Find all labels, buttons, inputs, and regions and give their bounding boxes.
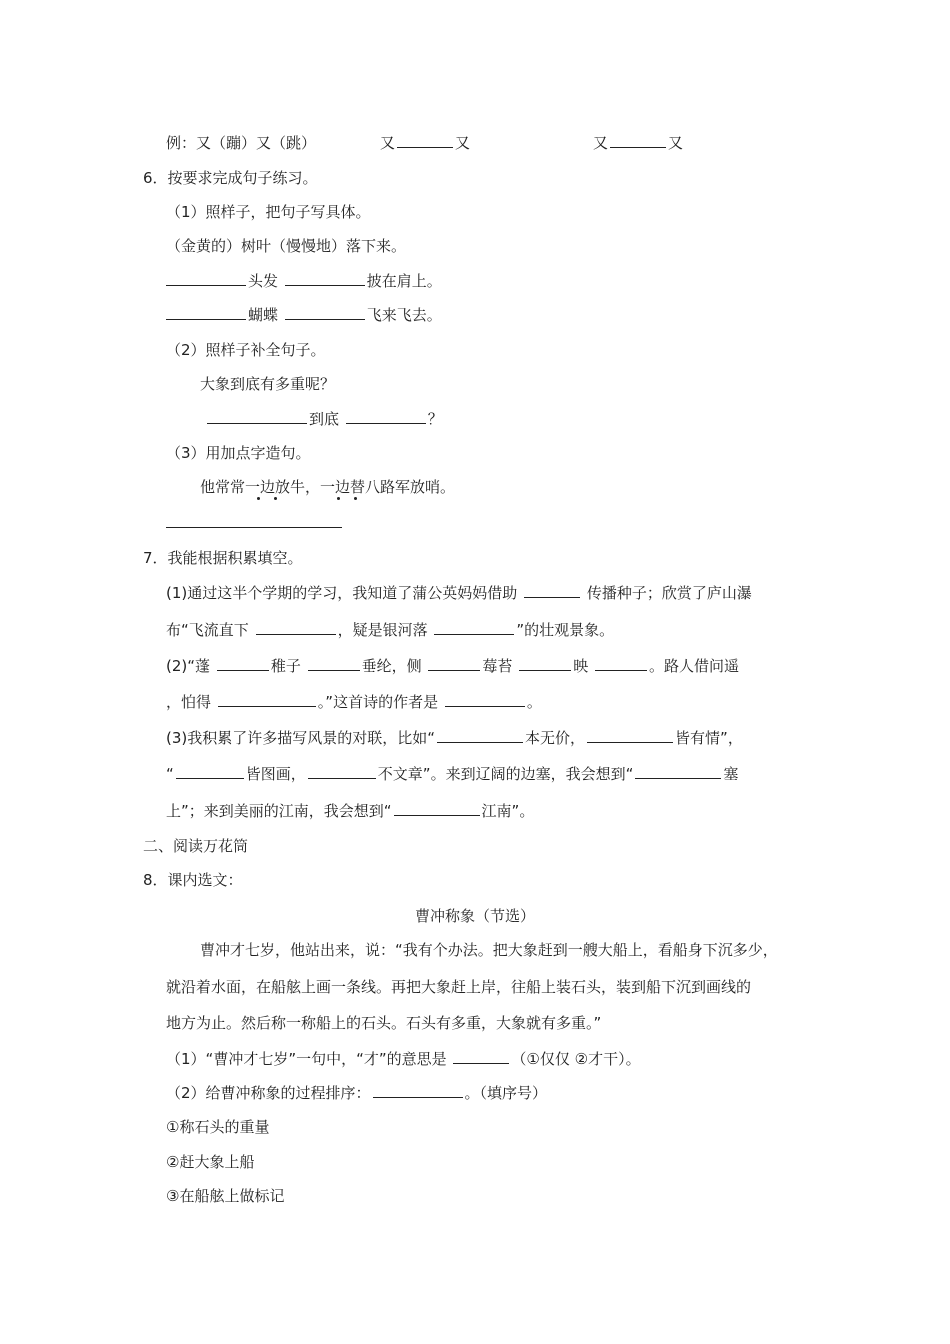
q7-line4: ，怕得 。”这首诗的作者是 。	[166, 693, 542, 711]
answer-blank[interactable]	[308, 656, 360, 671]
q6-part1: （1）照样子，把句子写具体。	[166, 203, 371, 221]
q8-sub2: （2）给曹冲称象的过程排序： 。（填序号）	[166, 1084, 548, 1102]
q6-part1-example: （金黄的）树叶（慢慢地）落下来。	[166, 237, 407, 255]
answer-blank[interactable]	[434, 620, 514, 635]
q7-line7: 上”；来到美丽的江南，我会想到“ 江南”。	[166, 802, 535, 820]
q6-part3: （3）用加点字造句。	[166, 444, 311, 462]
answer-blank[interactable]	[519, 656, 571, 671]
answer-blank[interactable]	[346, 409, 426, 424]
q7-line1: (1)通过这半个学期的学习，我知道了蒲公英妈妈借助 传播种子；欣赏了庐山瀑	[166, 584, 752, 602]
passage-line-3: 地方为止。然后称一称船上的石头。石头有多重，大象就有多重。”	[166, 1014, 602, 1032]
answer-blank[interactable]	[610, 133, 666, 148]
emphasis-dot	[257, 497, 260, 500]
answer-blank[interactable]	[587, 728, 673, 743]
answer-blank[interactable]	[166, 305, 246, 320]
q6-butterfly-line: 蝴蝶 飞来飞去。	[166, 305, 442, 325]
answer-blank[interactable]	[308, 764, 376, 779]
answer-blank[interactable]	[394, 801, 480, 816]
passage-line-2: 就沿着水面，在船舷上画一条线。再把大象赶上岸，往船上装石头，装到船下沉到画线的	[166, 978, 752, 996]
answer-blank[interactable]	[256, 620, 336, 635]
q7-title: 7．我能根据积累填空。	[143, 549, 303, 567]
option-1: ①称石头的重量	[166, 1118, 270, 1136]
q7-line5: (3)我积累了许多描写风景的对联，比如“ 本无价， 皆有情”，	[166, 729, 743, 747]
answer-blank[interactable]	[218, 692, 316, 707]
answer-blank[interactable]	[524, 583, 580, 598]
answer-blank[interactable]	[217, 656, 269, 671]
answer-blank[interactable]	[445, 692, 525, 707]
passage-line-1: 曹冲才七岁，他站出来，说：“我有个办法。把大象赶到一艘大船上，看船身下沉多少，	[200, 941, 778, 959]
example-blank-1: 又 又	[380, 134, 471, 152]
answer-blank[interactable]	[176, 764, 244, 779]
q6-hair-line: 头发 披在肩上。	[166, 271, 442, 291]
example-line	[166, 133, 316, 153]
q8-title: 8．课内选文：	[143, 871, 243, 889]
example-label: 例：又（蹦）又（跳）	[166, 134, 317, 152]
answer-blank[interactable]	[166, 271, 246, 286]
answer-blank[interactable]	[437, 728, 523, 743]
emphasis-dot	[354, 497, 357, 500]
answer-blank[interactable]	[285, 271, 365, 286]
emphasis-dot	[274, 497, 277, 500]
answer-blank[interactable]	[373, 1083, 463, 1098]
answer-blank[interactable]	[397, 133, 453, 148]
section-heading: 二、阅读万花筒	[143, 837, 249, 855]
option-2: ②赶大象上船	[166, 1153, 255, 1171]
q6-part3-example: 他常常一边放牛，一边替八路军放哨。	[200, 478, 456, 496]
answer-blank[interactable]	[207, 409, 307, 424]
answer-blank[interactable]	[595, 656, 647, 671]
answer-blank[interactable]	[453, 1049, 509, 1064]
answer-blank[interactable]	[428, 656, 480, 671]
answer-blank[interactable]	[166, 513, 342, 528]
passage-title: 曹冲称象（节选）	[414, 907, 535, 925]
q7-line6: “ 皆图画， 不文章”。来到辽阔的边塞，我会想到“ 塞	[166, 765, 739, 783]
q8-sub1: （1）“曹冲才七岁”一句中，“才”的意思是 （①仅仅 ②才干）。	[166, 1050, 641, 1068]
q7-line2: 布“飞流直下 ，疑是银河落 ”的壮观景象。	[166, 621, 615, 639]
option-3: ③在船舷上做标记	[166, 1187, 285, 1205]
q6-part2: （2）照样子补全句子。	[166, 341, 326, 359]
answer-blank[interactable]	[285, 305, 365, 320]
answer-blank[interactable]	[635, 764, 721, 779]
q6-part2-example: 大象到底有多重呢？	[200, 375, 336, 393]
q6-sentence-line	[166, 513, 342, 533]
q7-line3: (2)“蓬 稚子 垂纶，侧 莓苔 映 。路人借问遥	[166, 657, 740, 675]
example-blank-2: 又 又	[593, 134, 684, 152]
emphasis-dot	[337, 497, 340, 500]
q6-daodi-line: 到底 ？	[207, 409, 443, 429]
q6-title: 6．按要求完成句子练习。	[143, 169, 318, 187]
